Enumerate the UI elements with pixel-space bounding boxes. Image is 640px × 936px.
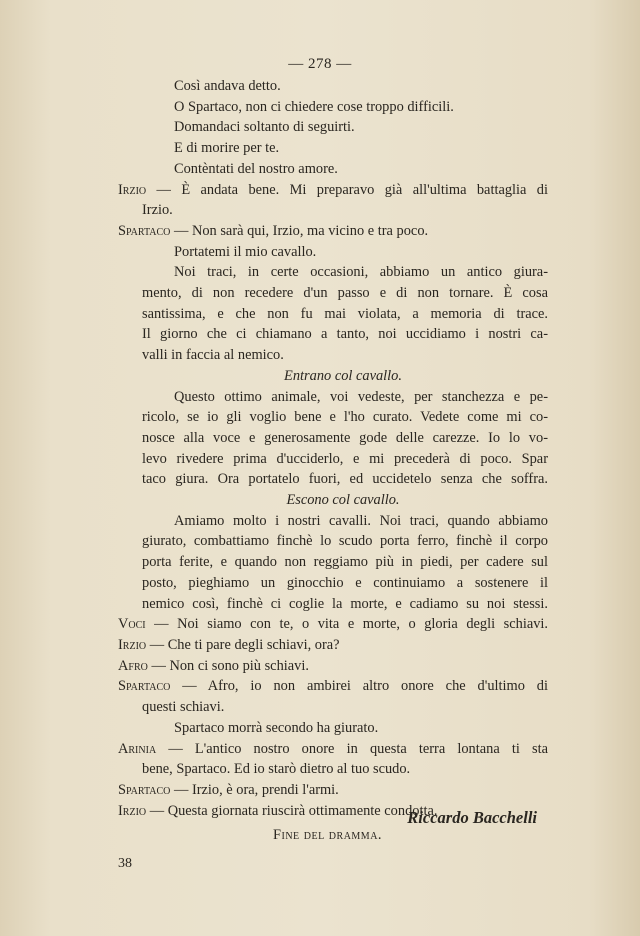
speaker-irzio: Irzio [118,802,147,819]
text-line: porta ferite, e quando non reggiamo più in piedi, per cadere sul [142,554,548,571]
dialogue-line [118,635,548,656]
text-line: Contèntati del nostro amore. [174,160,338,177]
text-line: Così andava detto. [174,78,281,94]
text-line: Amiamo molto i nostri cavalli. Noi traci, quando abbiamo [174,512,548,529]
dialogue-line [118,739,548,760]
speaker-voci: Voci [118,616,146,633]
dialogue-line [118,221,548,242]
printer-signature: 38 [118,856,132,871]
speaker-spartaco: Spartaco [118,781,171,798]
end-of-drama: Fine del dramma. [273,827,383,844]
dialogue-line [118,614,548,635]
text-line: O Spartaco, non ci chiedere cose troppo difficili. [174,98,454,115]
text-line: giurato, combattiamo finchè lo scudo porta ferro, finchè il corpo [142,533,548,550]
speaker-spartaco: Spartaco [118,678,171,695]
speech-text: — Che ti pare degli schiavi, ora? [146,636,340,653]
text-line: questi schiavi. [142,699,225,716]
speaker-arinia: Arinia [118,740,157,757]
speech-text: — Noi siamo con te, o vita e morte, o gloria degli schiavi. [145,616,548,633]
text-line: nemico così, finchè ci coglie la morte, e cadiamo su noi stessi. [142,595,548,612]
stage-direction: Entrano col cavallo. [284,367,402,384]
speaker-afro: Afro [118,657,148,674]
drama-text [118,76,548,846]
stage-direction: Escono col cavallo. [286,492,400,509]
text-line: Irzio. [142,202,173,219]
speaker-spartaco: Spartaco [118,222,171,239]
text-line: taco giura. Ora portatelo fuori, ed uccidetelo senza che soffra. [142,471,548,488]
text-line: santissima, e che non fu mai violata, a memoria di trace. [142,305,548,322]
text-line: Spartaco morrà secondo ha giurato. [174,719,379,736]
text-line: bene, Spartaco. Ed io starò dietro al tuo scudo. [142,761,411,778]
speech-text: — Questa giornata riuscirà ottimamente condotta. [146,802,438,819]
page-number: — 278 — [288,56,352,72]
speech-text: — L'antico nostro onore in questa terra lontana ti sta [156,740,548,757]
text-line: posto, pieghiamo un ginocchio e continuiamo a sostenere il [142,574,548,591]
text-line: ricolo, se io gli voglio bene e l'ho curato. Vedete come mi co- [142,409,548,426]
speaker-irzio: Irzio [118,181,147,198]
speech-text: — È andata bene. Mi preparavo già all'ultima battaglia di [146,181,548,198]
text-line: valli in faccia al nemico. [142,347,284,364]
speech-text: — Non ci sono più schiavi. [147,657,309,674]
dialogue-line [118,780,548,801]
speech-text: — Non sarà qui, Irzio, ma vicino e tra poco. [170,222,429,239]
dialogue-line [118,676,548,697]
text-line: mento, di non recedere d'un passo e di non tornare. È cosa [142,285,548,302]
speech-text: — Irzio, è ora, prendi l'armi. [170,781,339,798]
speech-text: — Afro, io non ambirei altro onore che d'ultimo di [170,678,548,695]
text-line: Noi traci, in certe occasioni, abbiamo un antico giura- [174,264,548,281]
dialogue-line [118,656,548,677]
text-line: Domandaci soltanto di seguirti. [174,119,355,136]
text-line: Questo ottimo animale, voi vedeste, per stanchezza e pe- [174,388,548,405]
speaker-irzio: Irzio [118,636,147,653]
text-line: Portatemi il mio cavallo. [174,243,317,260]
text-line: E di morire per te. [174,140,280,157]
dialogue-line [118,180,548,201]
text-line: Il giorno che ci chiamano a tanto, noi uccidiamo i nostri ca- [142,326,548,343]
text-line: levo rivedere prima d'ucciderlo, e mi precederà di poco. Spar [142,450,548,467]
author-name: Riccardo Bacchelli [407,808,537,827]
text-line: nosce alla voce e generosamente gode delle carezze. Io lo vo- [142,429,548,446]
